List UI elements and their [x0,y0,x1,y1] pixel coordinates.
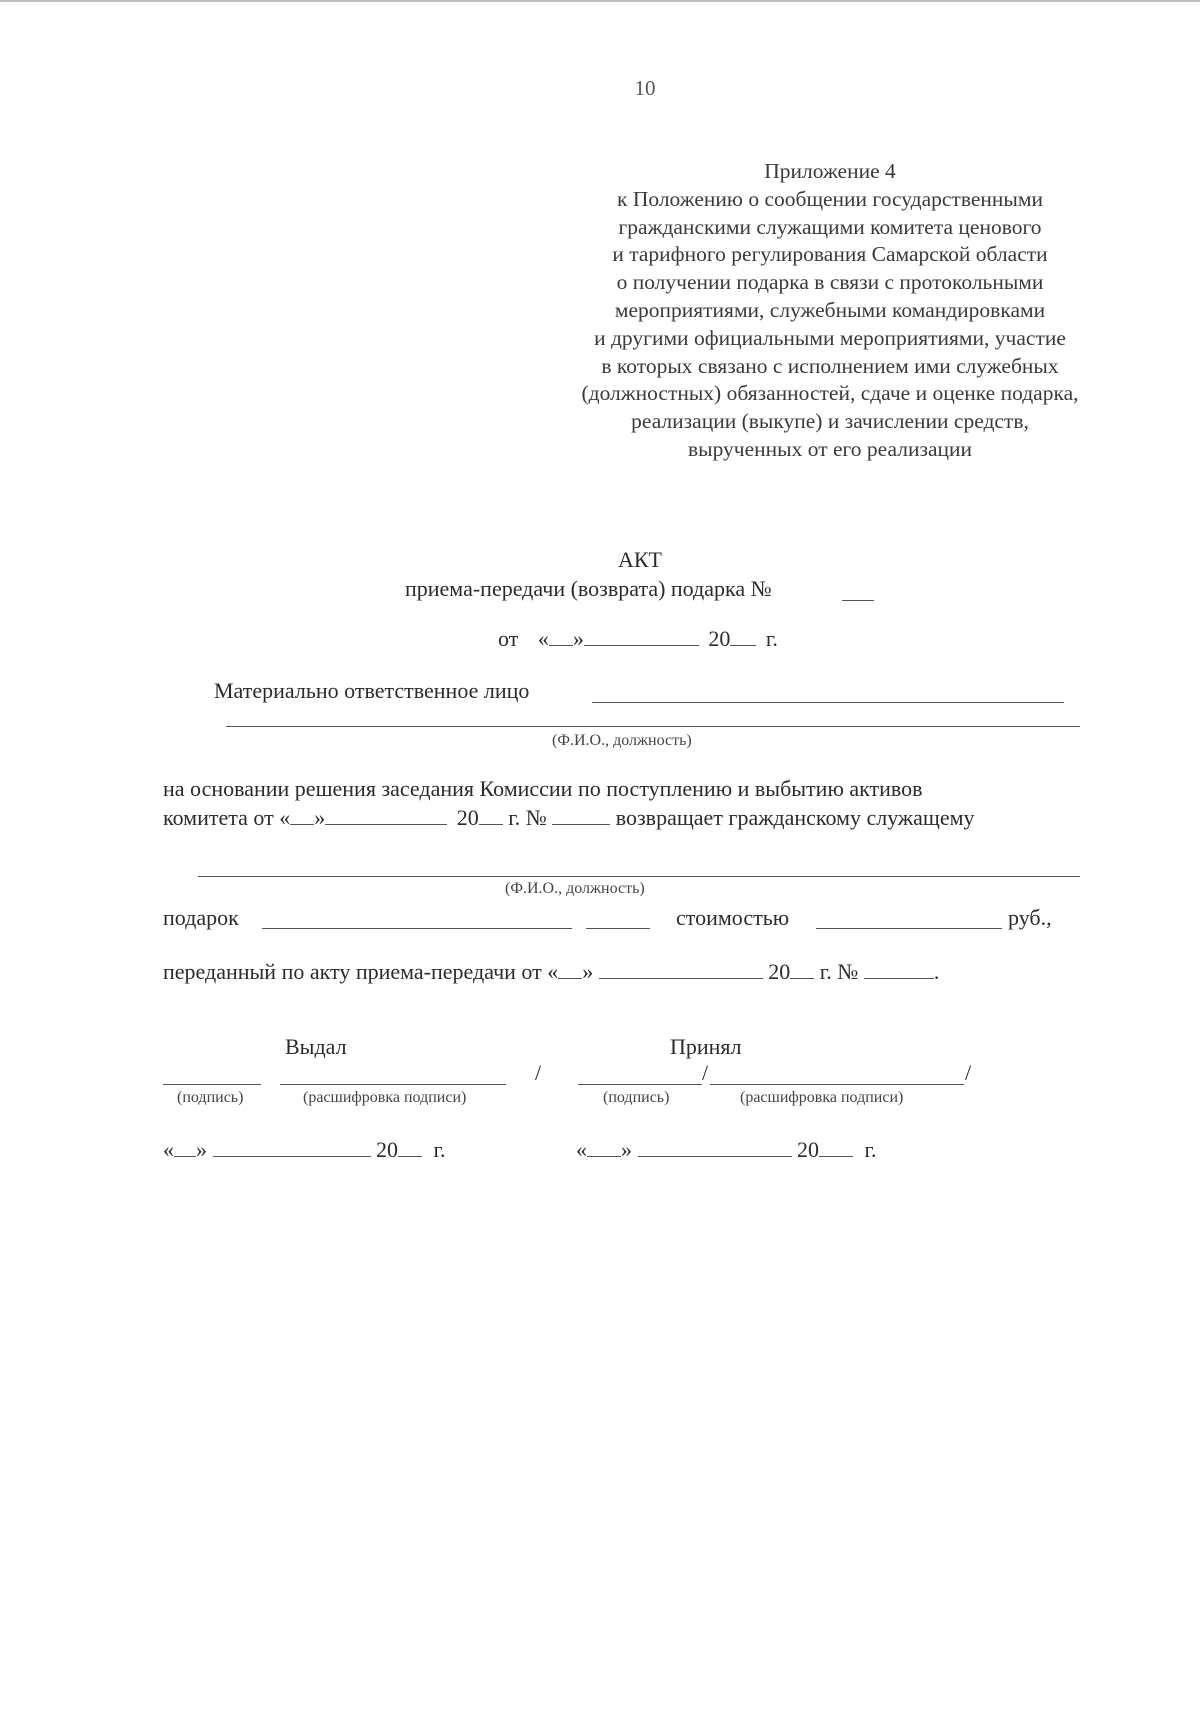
gift-label: подарок [163,905,239,930]
appendix-header [545,158,1115,464]
appendix-line: Приложение 4 [764,159,896,183]
appendix-line: и другими официальными мероприятиями, участие [594,325,1066,350]
year-field[interactable] [730,627,756,646]
basis-year-field[interactable] [479,806,503,825]
quote-close: » [196,1137,207,1162]
appendix-line: (должностных) обязанностей, сдаче и оценке подарка, [581,381,1079,406]
quote-close: » [621,1137,632,1162]
issued-decoding-caption: (расшифровка подписи) [303,1089,467,1106]
quote-close: » [572,626,584,651]
basis-day-field[interactable] [290,806,314,825]
quote-close: » [314,805,326,830]
appendix-line: реализации (выкупе) и зачислении средств, [631,409,1029,434]
accepted-day-field[interactable] [587,1138,621,1157]
act-date [498,626,778,652]
accepted-slash-1: / [702,1060,709,1085]
transferred-year-prefix: 20 [768,959,791,984]
date-from-label: от [498,626,519,651]
gift-name-field[interactable] [262,928,572,929]
appendix-line: о получении подарка в связи с протокольными [616,270,1044,295]
appendix-line: к Положению о сообщении государственными [617,186,1043,211]
cost-field[interactable] [816,928,1002,929]
basis-month-field[interactable] [325,806,447,825]
fio-caption-1: (Ф.И.О., должность) [552,732,692,749]
quote-open: « [279,805,291,830]
page-top-border [0,0,1200,2]
transferred-month-field[interactable] [599,960,763,979]
page-number: 10 [634,76,656,100]
transferred-label: переданный по акту приема-передачи от [163,959,542,984]
accepted-signature-field[interactable] [578,1084,702,1085]
issued-slash: / [535,1060,542,1085]
accepted-slash-2: / [965,1060,972,1085]
issued-year-field[interactable] [398,1138,422,1157]
responsible-field-1[interactable] [592,702,1064,703]
responsible-field-2[interactable] [226,726,1080,727]
gift-extra-field[interactable] [586,928,650,929]
issued-signature-caption: (подпись) [177,1089,244,1106]
end-period: . [933,959,940,984]
accepted-year-field[interactable] [819,1138,853,1157]
transferred-number-field[interactable] [864,960,934,979]
accepted-label: Принял [670,1034,742,1059]
accepted-month-field[interactable] [638,1138,792,1157]
currency-label: руб., [1008,905,1052,930]
appendix-line: вырученных от его реализации [687,436,972,461]
act-title: АКТ [618,547,662,572]
basis-line-1: на основании решения заседания Комиссии по поступлению и выбытию активов [163,776,923,801]
appendix-line: мероприятиями, служебными командировками [614,297,1046,322]
accepted-year-prefix: 20 [797,1137,819,1162]
basis-number-label: г. № [508,805,547,830]
cost-label: стоимостью [676,905,790,930]
accepted-date [576,1137,877,1163]
accepted-signature-caption: (подпись) [603,1089,670,1106]
accepted-year-suffix: г. [864,1137,877,1162]
issued-year-prefix: 20 [376,1137,398,1162]
basis-number-field[interactable] [552,806,610,825]
issued-day-field[interactable] [174,1138,196,1157]
transferred-year-field[interactable] [790,960,814,979]
quote-open: « [163,1137,174,1162]
issued-decoding-field[interactable] [280,1084,506,1085]
basis-committee-label: комитета от [163,805,274,830]
issued-date [163,1137,446,1163]
appendix-line: гражданскими служащими комитета ценового [618,214,1042,239]
fio-caption-2: (Ф.И.О., должность) [505,880,645,897]
quote-open: « [547,959,559,984]
year-prefix: 20 [708,626,731,651]
basis-line-2 [163,805,975,831]
issued-label: Выдал [285,1034,347,1059]
appendix-line: в которых связано с исполнением ими служебных [601,353,1059,378]
basis-year-prefix: 20 [456,805,479,830]
act-subtitle: приема-передачи (возврата) подарка № [405,576,772,601]
accepted-decoding-caption: (расшифровка подписи) [740,1089,904,1106]
quote-close: » [582,959,594,984]
accepted-decoding-field[interactable] [710,1084,964,1085]
issued-month-field[interactable] [213,1138,371,1157]
month-field[interactable] [584,627,699,646]
recipient-field[interactable] [198,876,1080,877]
issued-year-suffix: г. [433,1137,446,1162]
quote-open: « [537,626,549,651]
transferred-number-label: г. № [819,959,859,984]
year-suffix: г. [765,626,778,651]
quote-open: « [576,1137,587,1162]
issued-signature-field[interactable] [163,1084,261,1085]
appendix-line: и тарифного регулирования Самарской области [612,242,1048,267]
day-field[interactable] [549,627,573,646]
responsible-label: Материально ответственное лицо [214,678,530,703]
basis-returns-label: возвращает гражданскому служащему [615,805,975,830]
transferred-day-field[interactable] [558,960,582,979]
transferred-line [163,959,939,985]
act-number-field[interactable] [842,600,874,601]
